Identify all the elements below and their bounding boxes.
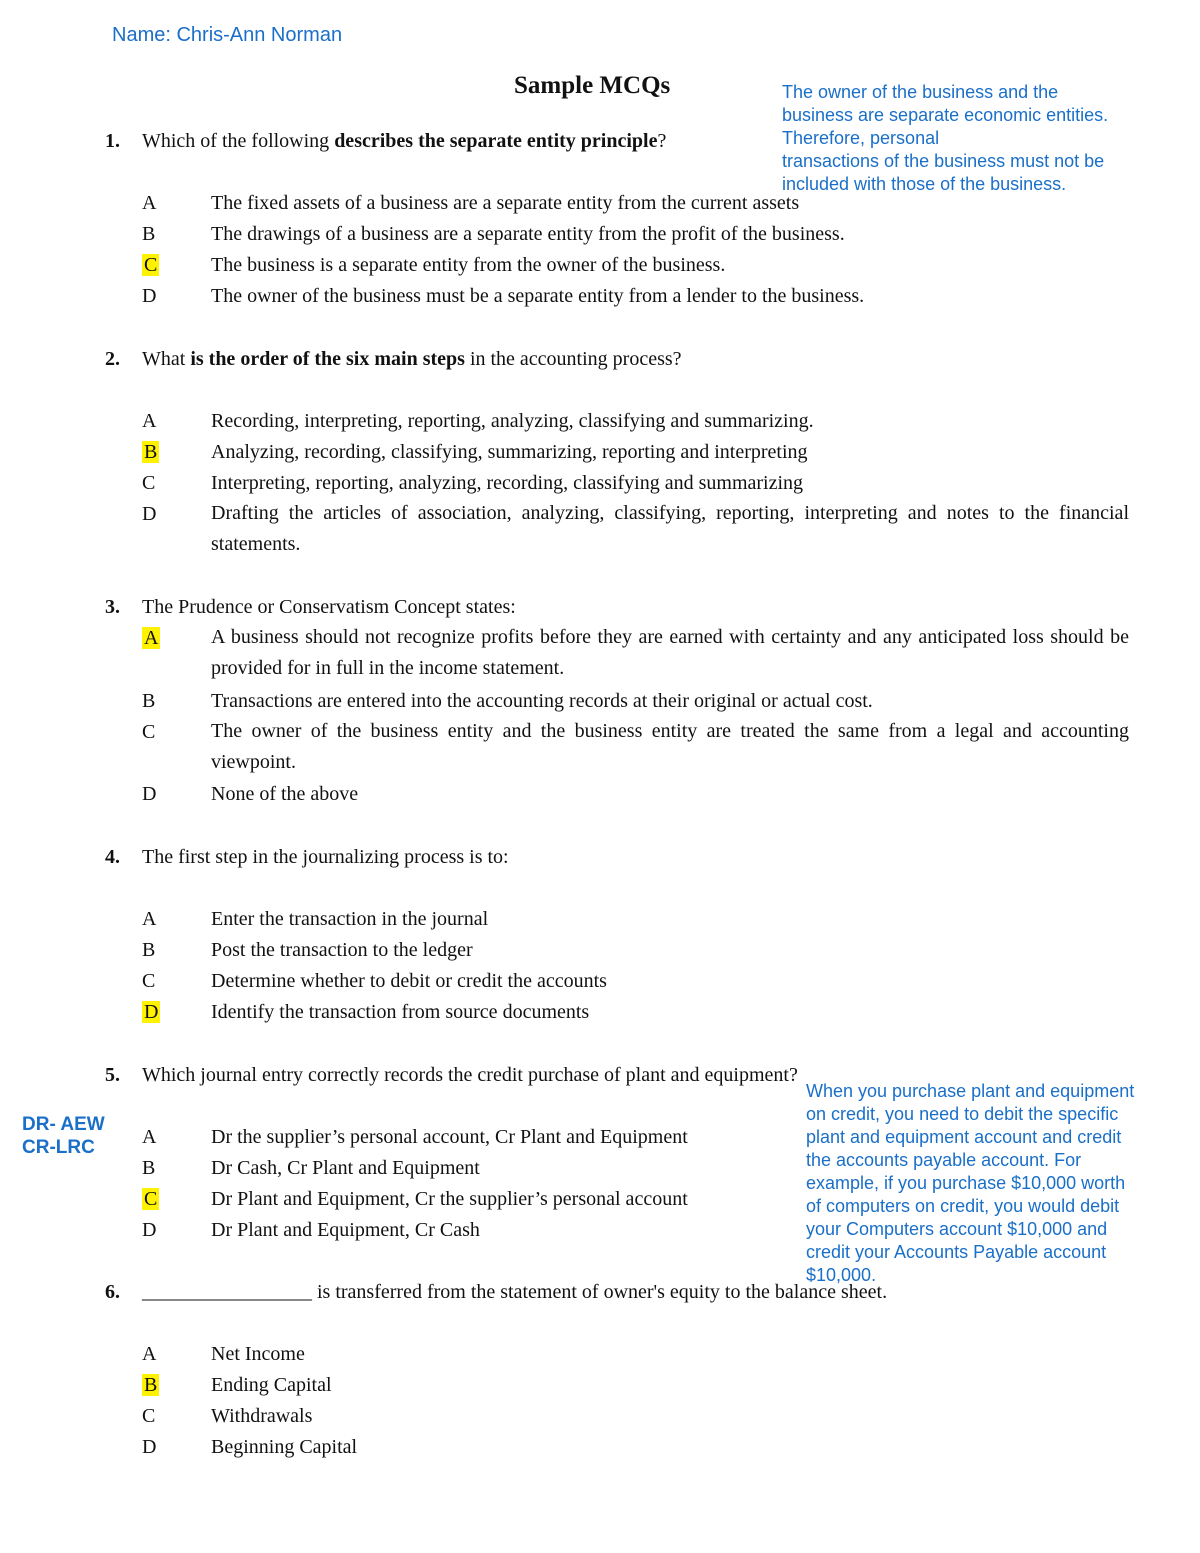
note-line: credit your Accounts Payable account: [806, 1242, 1107, 1262]
option-text: Dr Plant and Equipment, Cr the supplier’s personal account: [211, 1188, 688, 1210]
option-letter: A: [142, 1343, 157, 1365]
side-annotation-line: DR- AEW: [22, 1114, 105, 1135]
note-line: on credit, you need to debit the specific: [806, 1104, 1119, 1124]
side-annotation-line: CR-LRC: [22, 1137, 95, 1158]
option-letter: B: [142, 690, 156, 712]
option-letter: A: [142, 192, 157, 214]
question-text-bold: describes the separate entity principle: [334, 130, 658, 152]
option-letter: B: [142, 939, 156, 961]
question-number: 2.: [105, 348, 120, 370]
side-annotation-dr-cr: [22, 1113, 105, 1159]
note-line: the accounts payable account. For: [806, 1150, 1082, 1170]
note-line: included with those of the business.: [782, 174, 1067, 194]
option-letter-highlighted: C: [144, 254, 158, 276]
question-text-part: ?: [657, 130, 667, 152]
question-text: [142, 130, 666, 153]
option-letter: A: [142, 908, 157, 930]
annotation-note-plant-equipment: [806, 1080, 1134, 1287]
question-number: 3.: [105, 596, 120, 618]
option-text: Net Income: [211, 1343, 305, 1365]
option-text: The drawings of a business are a separate entity from the profit of the business.: [211, 223, 845, 245]
question-number: 1.: [105, 130, 120, 152]
annotation-note-entity: [782, 81, 1108, 196]
note-line: of computers on credit, you would debit: [806, 1196, 1120, 1216]
option-letter-highlighted: D: [144, 1001, 159, 1023]
question-text: The first step in the journalizing process is to:: [142, 846, 509, 868]
option-text: Determine whether to debit or credit the accounts: [211, 970, 607, 992]
option-letter: C: [142, 970, 156, 992]
option-text: The owner of the business entity and the business entity are treated the same from a legal and accounting viewpoint.: [211, 720, 1129, 773]
option-letter: B: [142, 223, 156, 245]
question-text: The Prudence or Conservatism Concept states:: [142, 596, 516, 618]
option-letter: D: [142, 1436, 157, 1458]
note-line: plant and equipment account and credit: [806, 1127, 1122, 1147]
student-name: Name: Chris-Ann Norman: [112, 24, 343, 46]
note-line: When you purchase plant and equipment: [806, 1081, 1135, 1101]
question-text: Which journal entry correctly records the credit purchase of plant and equipment?: [142, 1064, 798, 1086]
option-text: Ending Capital: [211, 1374, 332, 1396]
option-text: None of the above: [211, 783, 359, 805]
option-letter-highlighted: C: [144, 1188, 158, 1210]
option-letter: C: [142, 721, 156, 743]
option-letter: D: [142, 1219, 157, 1241]
note-line: transactions of the business must not be: [782, 151, 1105, 171]
note-line: example, if you purchase $10,000 worth: [806, 1173, 1126, 1193]
option-letter: B: [142, 1157, 156, 1179]
note-line: business are separate economic entities.: [782, 105, 1109, 125]
option-letter-highlighted: B: [144, 1374, 158, 1396]
option-letter-highlighted: A: [144, 627, 159, 649]
option-letter: A: [142, 410, 157, 432]
option-text: Post the transaction to the ledger: [211, 939, 473, 961]
option-letter: D: [142, 783, 157, 805]
option-letter: D: [142, 285, 157, 307]
question-text-part: in the accounting process?: [464, 348, 682, 370]
option-text: Beginning Capital: [211, 1436, 358, 1458]
question-text-part: Which of the following: [142, 130, 335, 152]
option-text: Withdrawals: [211, 1405, 313, 1427]
question-text-part: What: [142, 348, 191, 370]
option-text: A business should not recognize profits before they are earned with certainty and any anticipated loss should be provided for in full in the income statement.: [211, 626, 1129, 679]
option-text: Dr Plant and Equipment, Cr Cash: [211, 1219, 480, 1241]
question-number: 4.: [105, 846, 120, 868]
note-line: Therefore, personal: [782, 128, 940, 148]
note-line: your Computers account $10,000 and: [806, 1219, 1108, 1239]
option-text: The fixed assets of a business are a separate entity from the current assets: [211, 192, 800, 214]
option-text: Analyzing, recording, classifying, summarizing, reporting and interpreting: [211, 441, 808, 463]
option-text: Enter the transaction in the journal: [211, 908, 489, 930]
note-line: $10,000.: [806, 1265, 877, 1285]
question-number: 5.: [105, 1064, 120, 1086]
option-text: Transactions are entered into the accounting records at their original or actual cost.: [211, 690, 873, 712]
note-line: The owner of the business and the: [782, 82, 1059, 102]
option-text: Recording, interpreting, reporting, analyzing, classifying and summarizing.: [211, 410, 814, 432]
option-letter: A: [142, 1126, 157, 1148]
question-text: _________________ is transferred from the statement of owner's equity to the balance sheet.: [142, 1281, 888, 1303]
page-title: Sample MCQs: [514, 72, 671, 99]
option-text: The business is a separate entity from the owner of the business.: [211, 254, 726, 276]
option-text: Interpreting, reporting, analyzing, recording, classifying and summarizing: [211, 472, 804, 494]
option-letter: D: [142, 503, 157, 525]
question-text-bold: is the order of the six main steps: [190, 348, 465, 370]
option-text: Dr Cash, Cr Plant and Equipment: [211, 1157, 480, 1179]
option-text: The owner of the business must be a separate entity from a lender to the business.: [211, 285, 865, 307]
option-text: Identify the transaction from source documents: [211, 1001, 590, 1023]
option-text: Dr the supplier’s personal account, Cr Plant and Equipment: [211, 1126, 688, 1148]
question-number: 6.: [105, 1281, 120, 1303]
option-letter: C: [142, 472, 156, 494]
option-text: Drafting the articles of association, analyzing, classifying, reporting, interpreting and notes to the financial statements.: [211, 502, 1129, 555]
option-letter: C: [142, 1405, 156, 1427]
question-text: [142, 348, 682, 371]
option-letter-highlighted: B: [144, 441, 158, 463]
